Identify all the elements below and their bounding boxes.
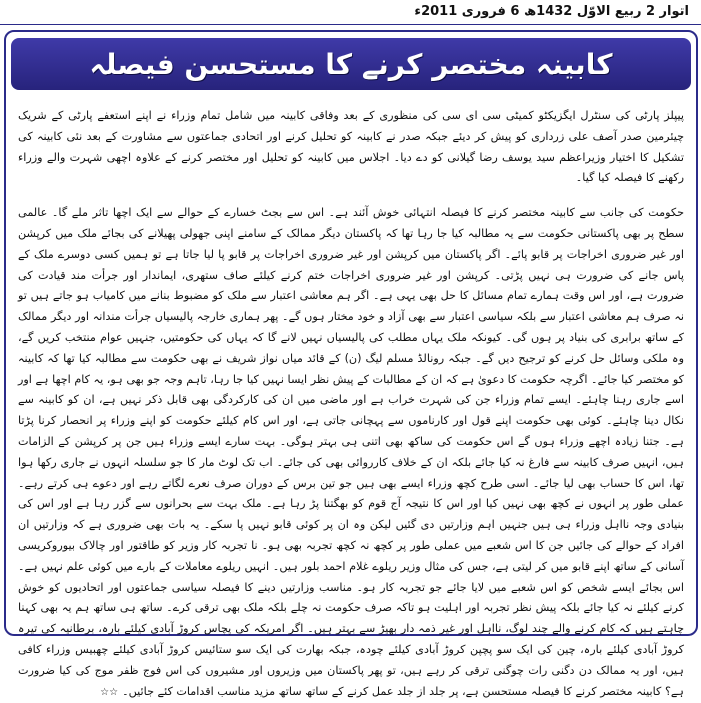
headline-banner — [11, 38, 691, 90]
editorial-article — [4, 30, 698, 698]
headline: کابینہ مختصر کرنے کا مستحسن فیصلہ — [89, 47, 613, 81]
article-body — [18, 106, 684, 698]
dateline: اتوار 2 ربیع الاوّل 1432ھ 6 فروری 2011ء — [414, 4, 689, 19]
end-mark: ☆☆ — [100, 686, 119, 698]
paragraph-2 — [18, 203, 684, 703]
paragraph-2-text: حکومت کی جانب سے کابینہ مختصر کرنے کا فیصلہ انتہائی خوش آئند ہے۔ اس سے بجٹ خسارے کے حوالے سے ایک اچھا تاثر ملے گا۔ عالمی سطح پر بھی پاکستانی حکومت سے یہ مطالبہ کیا جا رہا تھا کہ پاکستان دیگر ممالک کے سامنے اپنی جھولی پھیلانے کی بجائے ملک میں کرپشن اور غیر ضروری اخراجات پر قابو پائے۔ اگر پاکستان میں کرپشن اور غیر ضروری اخراجات پر قابو پا لیا جاتا ہے تو ہمیں کسی دوسرے ملک کے پاس جانے کی ضرورت ہی نہیں پڑتی۔ کرپشن اور غیر ضروری اخراجات ختم کرنے کیلئے صاف ستھری، ایماندار اور جرأت مند قیادت کی ضرورت ہے، اور اس وقت ہمارے تمام مسائل کا حل بھی یہی ہے۔ اگر ہم معاشی اعتبار سے ملک کو مضبوط بنانے میں کامیاب ہو جاتے ہیں تو نہ صرف ہم معاشی اعتبار سے بلکہ سیاسی اعتبار سے بھی آزاد و خود مختار ہوں گے۔ پھر ہماری خارجہ پالیسیاں جرأت مندانہ اور دیگر ممالک کے ساتھ برابری کی بنیاد پر ہوں گی۔ کیونکہ ملک یہاں مطلب کی پالیسیاں نہیں لانے گا کہ یہاں کی حکومتیں، جنہیں عوام منتخب کریں گے، وہ ملکی وسائل حل کرنے کو ترجیح دیں گے۔ جبکہ رونالڈ مسلم لیگ (ن) کے قائد میاں نواز شریف نے بھی حکومت سے مطالبہ کیا تھا کہ کابینہ کو مختصر کیا جائے۔ اگرچہ حکومت کا دعویٰ ہے کہ ان کے مطالبات کے پیش نظر ایسا نہیں کیا جا رہا، تاہم وجہ جو بھی ہو، یہ کام اچھا ہے اور اسے جاری رہنا چاہئے۔ ایسے تمام وزراء جن کی شہرت خراب ہے اور ماضی میں ان کی کارکردگی بھی قابل ذکر نہیں ہے، ان کو کابینہ سے نکال دینا چاہئے۔ کوئی بھی حکومت اپنے قول اور کارناموں سے پہچانی جاتی ہے، اور اس کام کیلئے حکومت کو اپنے وزراء پر انحصار کرنا پڑتا ہے۔ جتنا زیادہ اچھے وزراء ہوں گے اس حکومت کی ساکھ بھی اتنی ہی بہتر ہوگی۔ بہت سارے ایسے وزراء ہیں جن پر کرپشن کے الزامات ہیں، انہیں صرف کابینہ سے فارغ نہ کیا جائے بلکہ ان کے خلاف کارروائی بھی کی جائے۔ اب تک لوٹ مار کا جو سلسلہ انہوں نے جاری رکھا ہوا تھا، اس کا حساب بھی لیا جائے۔ اسی طرح کچھ وزراء ایسے بھی ہیں جو تین برس کے دوران صرف نعرے لگاتے رہے اور دعوے ہی کرتے رہے۔ عملی طور پر انہوں نے کچھ بھی نہیں کیا اور اس کا نتیجہ آج قوم کو بھگتنا پڑ رہا ہے۔ ملک بہت سے بحرانوں سے گزر رہا ہے اور اس کی بنیادی وجہ نااہل وزراء ہی ہیں جنہیں اہم وزارتیں دی گئیں لیکن وہ ان پر کوئی قابو نہیں پا سکے۔ یہ بات بھی ضروری ہے کہ وزارتیں ان افراد کے حوالے کی جائیں جن کا اس شعبے میں عملی طور پر کچھ نہ کچھ تجربہ بھی ہو۔ نا تجربہ کار وزیر کو طاقتور اور چالاک بیوروکریسی آسانی کے ساتھ اپنے قابو میں کر لیتی ہے، جس کی مثال وزیر ریلوے غلام احمد بلور ہیں۔ انہیں ریلوے معاملات کے بارے میں کوئی علم نہیں ہے۔ اس بجائے ایسے شخص کو اس شعبے میں لایا جائے جو تجربہ کار ہو۔ مناسب وزارتیں دینے کا فیصلہ سیاسی جماعتوں اور اتحادیوں کو خوش کرنے کیلئے نہ کیا جائے بلکہ پیش نظر تجربہ اور اہلیت ہو تاکہ صرف حکومت نہ چلے بلکہ ملک بھی ترقی کرے۔ ساتھ ہی ساتھ ہم یہ بھی کہنا چاہتے ہیں کہ کام کرنے والے چند لوگ، نااہل اور غیر ذمہ دار بھیڑ سے بہتر ہیں۔ اگر امریکہ کی پچاس کروڑ آبادی کیلئے بارہ، برطانیہ کی تیرہ کروڑ آبادی کیلئے بارہ، چین کی ایک سو پچپن کروڑ آبادی کیلئے چودہ، جبکہ بھارت کی ایک سو ستائیس کروڑ آبادی کیلئے چھبیس وزراء کافی ہیں، اور یہ ممالک دن دگنی رات چوگنی ترقی کر رہے ہیں، تو پھر پاکستان میں وزیروں اور مشیروں کی اس فوج ظفر موج کی کیا ضرورت ہے؟ کابینہ مختصر کرنے کا فیصلہ مستحسن ہے، پر جلد از جلد عمل کرنے کے ساتھ ساتھ مزید مناسب اقدامات کئے جائیں۔ — [18, 206, 684, 698]
top-rule — [0, 24, 701, 25]
paragraph-1: پیپلز پارٹی کی سنٹرل ایگزیکٹو کمیٹی سی ای سی کی منظوری کے بعد وفاقی کابینہ میں شامل تمام وزراء نے اپنے استعفے پارٹی کے شریک چیئرمین صدر آصف علی زرداری کو پیش کر دیئے جبکہ صدر نے کابینہ کو تحلیل کرنے اور اتحادی جماعتوں سے مشاورت کے بعد نئی کابینہ کی تشکیل کا اختیار وزیراعظم سید یوسف رضا گیلانی کو دے دیا۔ اجلاس میں کابینہ کو تحلیل اور مختصر کرنے کے علاوہ اچھی شہرت والے وزراء رکھنے کا فیصلہ کیا گیا۔ — [18, 109, 684, 185]
